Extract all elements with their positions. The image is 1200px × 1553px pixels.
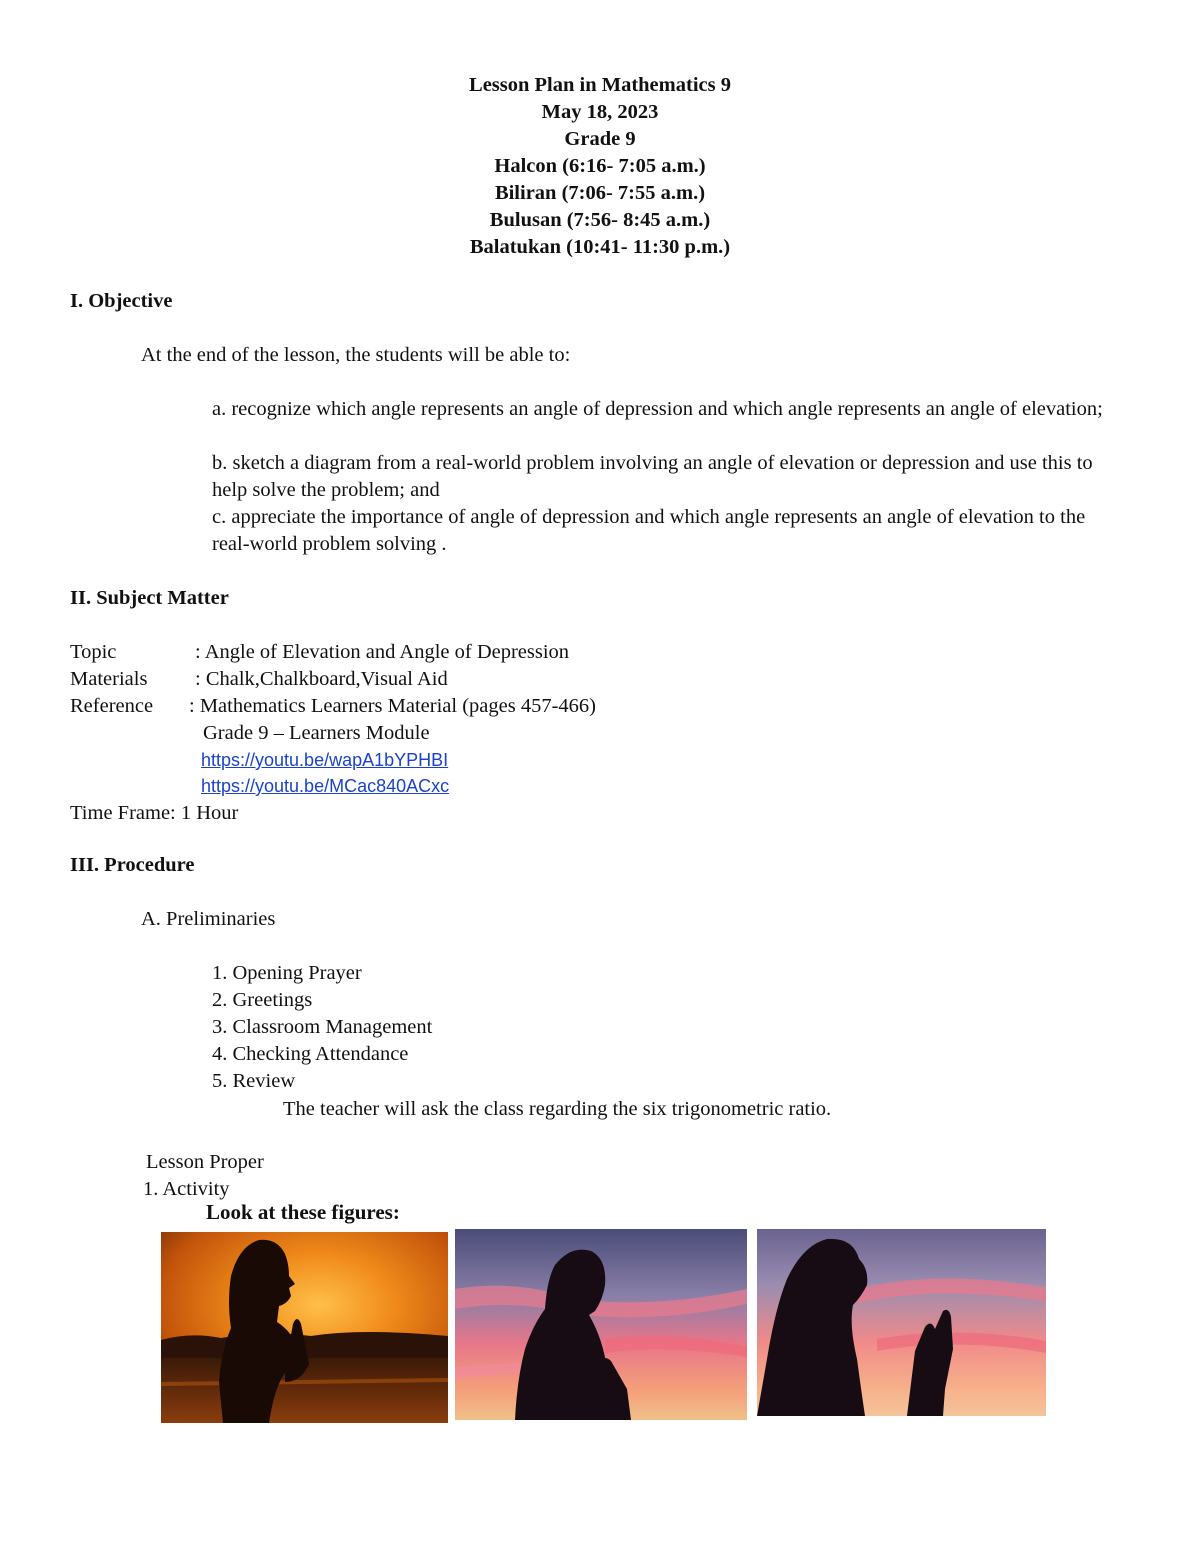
reference-line2: Grade 9 – Learners Module	[203, 722, 430, 744]
objective-intro: At the end of the lesson, the students will be able to:	[141, 344, 571, 366]
preliminaries-heading: A. Preliminaries	[141, 908, 276, 930]
youtube-link[interactable]: https://youtu.be/wapA1bYPHBI	[201, 750, 449, 770]
lesson-grade: Grade 9	[564, 128, 636, 150]
procedure-step: 2. Greetings	[212, 989, 313, 1011]
silhouette-praying-sunset-photo	[161, 1232, 448, 1423]
section-schedule: Biliran (7:06- 7:55 a.m.)	[494, 182, 706, 204]
activity-heading: 1. Activity	[143, 1178, 230, 1200]
reference-value: : Mathematics Learners Material (pages 457-466)	[189, 695, 596, 717]
reference-label: Reference	[70, 695, 154, 717]
objective-item: c. appreciate the importance of angle of depression and which angle represents an angle of elevation to the real-world problem solving .	[212, 506, 1086, 555]
materials-value: : Chalk,Chalkboard,Visual Aid	[195, 668, 448, 690]
topic-value: : Angle of Elevation and Angle of Depression	[195, 641, 570, 663]
silhouette-bowed-head-photo	[455, 1229, 747, 1420]
procedure-step: 4. Checking Attendance	[212, 1043, 409, 1065]
materials-label: Materials	[70, 668, 148, 690]
objective-item: b. sketch a diagram from a real-world problem involving an angle of elevation or depression and use this to help solve the problem; and	[212, 452, 1093, 501]
silhouette-looking-up-photo	[757, 1229, 1046, 1416]
time-frame: Time Frame: 1 Hour	[70, 802, 239, 824]
procedure-step: 1. Opening Prayer	[212, 962, 362, 984]
youtube-link[interactable]: https://youtu.be/MCac840ACxc	[201, 776, 450, 796]
section-schedule: Halcon (6:16- 7:05 a.m.)	[494, 155, 706, 177]
procedure-step: 3. Classroom Management	[212, 1016, 433, 1038]
section-schedule: Bulusan (7:56- 8:45 a.m.)	[489, 209, 711, 231]
objective-heading: I. Objective	[70, 290, 173, 312]
objective-item: a. recognize which angle represents an angle of depression and which angle represents an angle of elevation;	[212, 398, 1103, 420]
figure-caption: Look at these figures:	[206, 1200, 400, 1224]
procedure-heading: III. Procedure	[70, 854, 195, 876]
lesson-date: May 18, 2023	[541, 101, 659, 123]
lesson-proper-heading: Lesson Proper	[146, 1151, 264, 1173]
lesson-title: Lesson Plan in Mathematics 9	[469, 74, 731, 96]
section-schedule: Balatukan (10:41- 11:30 p.m.)	[469, 236, 731, 258]
review-text: The teacher will ask the class regarding the six trigonometric ratio.	[283, 1098, 832, 1120]
subject-matter-heading: II. Subject Matter	[70, 587, 229, 609]
lesson-header	[0, 72, 1200, 261]
topic-label: Topic	[70, 641, 117, 663]
procedure-step: 5. Review	[212, 1070, 296, 1092]
